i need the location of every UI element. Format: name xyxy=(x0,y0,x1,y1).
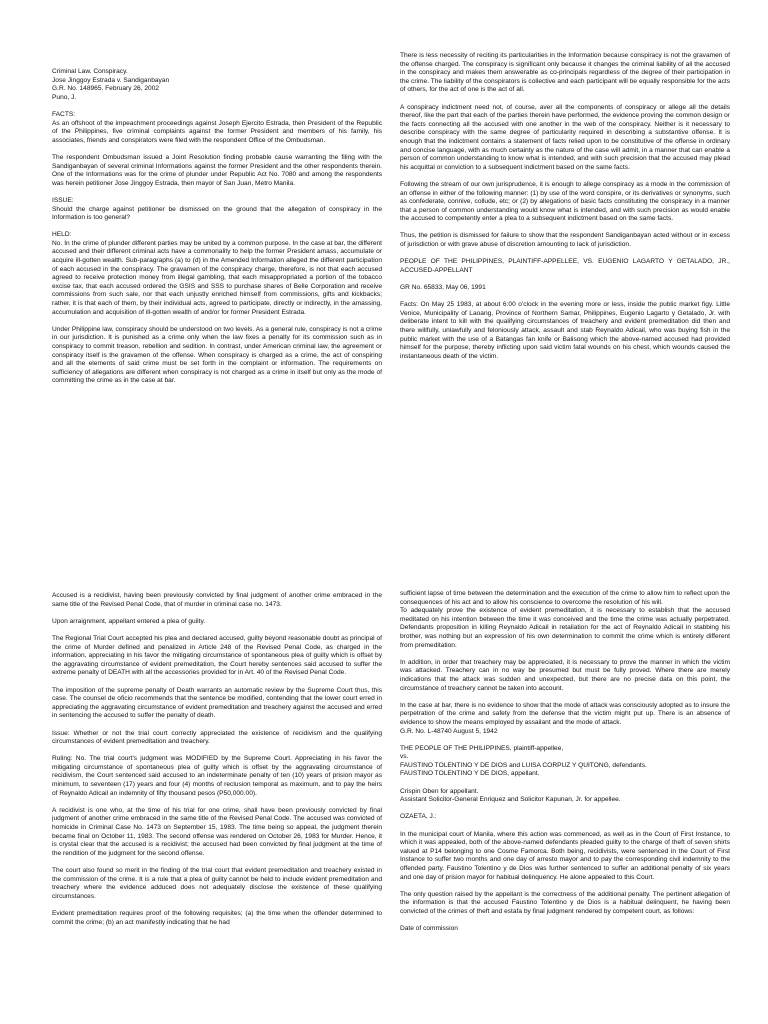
text-paragraph: Under Philippine law, conspiracy should be understood on two levels. As a general rule, conspiracy is not a crime in our jurisdiction. It is punished as a crime only when the law fixes a penalty for its commission such as in conspiracy to commit treason, rebellion and sedition. In contrast, under American criminal law, the agreement or conspiracy itself is the gravamen of the offense. When conspiracy is charged as a crime, the act of conspiring and all the elements of said crime must be set forth in the complaint or information. The requirements on sufficiency of allegations are different when conspiracy is not charged as a crime in itself but only as the mode of committing the crime as in the case at bar. xyxy=(52,325,382,385)
text-paragraph: In the case at bar, there is no evidence to show that the mode of attack was consciously adopted as to insure the perpetration of the crime and safety from the defense that the victim might put up. There is an absence of evidence to show the means employed by assailant and the mode of attack. G.R. No. L-48740 August 5, 1942 xyxy=(400,701,730,735)
ponente: OZAETA, J.: xyxy=(400,813,437,821)
text-paragraph: The imposition of the supreme penalty of Death warrants an automatic review by the Supreme Court thus, this case. The counsel de oficio recommends that the sentence be modified, contending that the lower court erred in appreciating the aggravating circumstance of evident premeditation and treachery against the accused and erred in sentencing the accused to suffer the penalty of death. xyxy=(52,686,382,720)
text-paragraph: In addition, in order that treachery may be appreciated, it is necessary to prove the manner in which the victim was attacked. Treachery can in no way be presumed but must be fully proved. Where there are merely indications that the attack was sudden and unexpected, but there are no precise data on this point, the circumstance of treachery cannot be taken into account. xyxy=(400,658,730,692)
issue-paragraph: ISSUE: Should the charge against petitioner be dismissed on the ground that the allegation of conspiracy in the Information is too general? xyxy=(52,196,382,222)
text-paragraph: There is less necessity of reciting its particularities in the Information because conspiracy is not the gravamen of the offense charged. The conspiracy is significant only because it changes the criminal liability of all the accused in the conspiracy and makes them answerable as co-principals regardless of the degree of their participation in the crime. The liability of the conspirators is collective and each participant will be equally responsible for the acts of others, for the act of one is the act of all. xyxy=(400,52,730,94)
facts-paragraph: FACTS: As an offshoot of the impeachment proceedings against Joseph Ejercito Estrada, then President of the Republic of the Philippines, five criminal complaints against the former President and members of his family, his associates, friends and conspirators were filed with the respondent Office of the Ombudsman. xyxy=(52,110,382,144)
page-1-left-column xyxy=(52,68,382,508)
case-title: THE PEOPLE OF THE PHILIPPINES, plaintiff-appellee, vs. FAUSTINO TOLENTINO Y DE DIOS and LUISA CORPUZ Y QUITONG, defendants. FAUSTINO TOLENTINO Y DE DIOS, appellant. xyxy=(400,744,647,778)
counsel-paragraph: Crispin Oben for appellant. Assistant Solicitor-General Enriquez and Solicitor Kapunan, Jr. for appellee. xyxy=(400,787,621,804)
text-paragraph: Following the stream of our own jurisprudence, it is enough to allege conspiracy as a mode in the commission of an offense in either of the following manner: (1) by use of the word conspire, or its derivatives or synonyms, such as confederate, connive, collude, etc; or (2) by allegations of basic facts constituting the conspiracy in a manner that a person of common understanding would know what is intended, and with such precision as would enable the accused to competently enter a plea to a subsequent indictment based on the same facts. xyxy=(400,180,730,223)
case-number: GR No. 65833, May 06, 1991 xyxy=(400,284,486,292)
text-paragraph: A recidivist is one who, at the time of his trial for one crime, shall have been previously convicted by final judgment of another crime embraced in the same title of the Revised Penal Code. The accused was convicted of homicide in Criminal Case No. 1473 on September 15, 1983. The time being so appeal, the judgment therein became final on October 11, 1983. The second offense was rendered on October 26, 1983 for Murder. Hence, it is crystal clear that the accused is a recidivist; the accused had been convicted by final judgment at the time of the rendition of the judgment for the second offense. xyxy=(52,806,382,857)
document-page-2 xyxy=(0,512,768,1024)
page-2-left-column xyxy=(52,592,382,1024)
text-paragraph: Date of commission xyxy=(400,925,458,933)
text-paragraph: Upon arraignment, appellant entered a plea of guilty. xyxy=(52,617,206,625)
text-paragraph: Evident premeditation requires proof of the following requisites; (a) the time when the offender determined to commit the crime; (b) an act manifestly indicating that he had xyxy=(52,909,382,926)
held-paragraph: HELD: No. In the crime of plunder different parties may be united by a common purpose. In the case at bar, the different accused and their different criminal acts have a commonality to help the former President amass, accumulate or acquire ill-gotten wealth. Sub-paragraphs (a) to (d) in the Amended Information alleged the different participation of each accused in the conspiracy. The gravamen of the conspiracy charge, therefore, is not that each accused agreed to receive protection money from illegal gambling, that each misappropriated a portion of the tobacco excise tax, that each accused ordered the GSIS and SSS to purchase shares of Belle Corporation and receive commissions from such sale, nor that each unjustly enriched himself from commissions, gifts and kickbacks; rather, it is that each of them, by their individual acts, agreed to participate, directly or indirectly, in the amassing, accumulation and acquisition of ill-gotten wealth of and/or for former President Estrada. xyxy=(52,231,382,316)
text-paragraph: Accused is a recidivist, having been previously convicted by final judgment of another crime embraced in the same title of the Revised Penal Code, that of murder in criminal case no. 1473. xyxy=(52,592,382,608)
facts-paragraph: Facts: On May 25 1983, at about 6:00 o'clock in the evening more or less, inside the public market figy. Little Venice, Municipality of Laoang, Province of Northern Samar, Philippines, Eugenio Lagarto y Getalado, Jr. with deliberate intent to kill with the qualifying circumstances of treachery and evident premeditation did then and there willfully, unlawfully and feloniously attack, assault and stab Reynaldo Adicail, who was buying fish in the public market with the use of a Batangas fan knife or Balisong which the above-named accused had provided himself for the purpose, thereby inflicting upon said victim fatal wounds on his chest, which wounds caused the instantaneous death of the victim. xyxy=(400,301,730,360)
page-1-right-column xyxy=(400,52,730,508)
text-paragraph: Thus, the petition is dismissed for failure to show that the respondent Sandiganbayan acted without or in excess of jurisdiction or with grave abuse of discretion amounting to lack of jurisdiction. xyxy=(400,232,730,249)
ruling-paragraph: Ruling: No. The trial court's judgment was MODIFIED by the Supreme Court. Appreciating in his favor the mitigating circumstance of spontaneous plea of guilty which is offset by the aggravating circumstance of recidivism, the Court sentenced said accused to an indeterminate penalty of ten (10) years of prision mayor as minimum, to seventeen (17) years and four (4) months of reclusion temporal as maximum, and to pay the heirs of Reynaldo Adicail an indemnity of fifty thousand pesos (P50,000.00). xyxy=(52,755,382,797)
text-paragraph: The respondent Ombudsman issued a Joint Resolution finding probable cause warranting the filing with the Sandiganbayan of several criminal Informations against the former President and the other respondents therein. One of the Informations was for the crime of plunder under Republic Act No. 7080 and among the respondents was herein petitioner Jose Jinggoy Estrada, then mayor of San Juan, Metro Manila. xyxy=(52,153,382,187)
text-paragraph: The Regional Trial Court accepted his plea and declared accused, guilty beyond reasonable doubt as principal of the crime of Murder defined and penalized in Article 248 of the Revised Penal Code, as charged in the information, appreciating in his favor the mitigating circumstance of spontaneous plea of guilty which is offset by the aggravating circumstance of evident premeditation, the Court hereby sentences said accused to suffer the extreme penalty of DEATH with all the accessories provided for in Art. 40 of the Revised Penal Code. xyxy=(52,634,382,677)
case-heading: Criminal Law. Conspiracy. Jose Jinggoy Estrada v. Sandiganbayan G.R. No. 148965. February 26, 2002 Puno, J. xyxy=(52,68,170,101)
text-paragraph: In the municipal court of Manila, where this action was commenced, as well as in the Court of First Instance, to which it was appealed, both of the above-named defendants pleaded guilty to the charge of theft of seven shirts valued at P14 belonging to one Cosme Famorca. Both being, recidivists, were sentenced in the Court of First Instance to suffer two months and one day of arresto mayor and to pay the corresponding civil indemnity to the offended party. Faustino Tolentino y de Dios was further sentenced to suffer an additional penalty of six years and one day of prision mayor for habitual delinquency. He alone appealed to this Court. xyxy=(400,830,730,881)
case-title: PEOPLE OF THE PHILIPPINES, PLAINTIFF-APPELLEE, VS. EUGENIO LAGARTO Y GETALADO, JR., ACCUSED-APPELLANT xyxy=(400,258,730,274)
text-paragraph: The court also found so merit in the finding of the trial court that evident premeditation and treachery existed in the commission of the crime. It is a rule that a plea of guilty cannot be held to include evident premeditation and treachery where the evidence adduced does not adequately disclose the existence of these qualifying circumstances. xyxy=(52,867,382,900)
issue-paragraph: Issue: Whether or not the trial court correctly appreciated the existence of recidivism and the qualifying circumstances of evident premeditation and treachery. xyxy=(52,729,382,746)
page-2-right-column xyxy=(400,590,730,1024)
text-paragraph: The only question raised by the appellant is the correctness of the additional penalty. The pertinent allegation of the information is that the accused Faustino Tolentino y de Dios is a habitual delinquent, he having been convicted of the crimes of theft and estafa by final judgment rendered by competent court, as follows: xyxy=(400,890,730,915)
text-paragraph: sufficient lapse of time between the determination and the execution of the crime to allow him to reflect upon the consequences of his act and to allow his conscience to overcome the resolution of his will. To adequately prove the existence of evident premeditation, it is necessary to establish that the accused meditated on his intention between the time it was conceived and the time the crime was actually perpetrated. Defendants proposition in killing Reynaldo Adicail in retaliation for the act of Reynaldo Adicail in stabbing his brother, was nothing but an expression of his own determination to commit the crime which is entirely different from premeditation. xyxy=(400,590,730,649)
text-paragraph: A conspiracy indictment need not, of course, aver all the components of conspiracy or allege all the details thereof, like the part that each of the parties therein have performed, the evidence proving the common design or the facts connecting all the accused with one another in the web of the conspiracy. Neither is it necessary to describe conspiracy with the same degree of particularity required in describing a substantive offense. It is enough that the indictment contains a statement of facts relied upon to be constitutive of the offense in ordinary and concise language, with as much certainty as the nature of the case will admit, in a manner that can enable a person of common understanding to know what is intended, and with such precision that the accused may plead his acquittal or conviction to a subsequent indictment based on the same facts. xyxy=(400,103,730,171)
